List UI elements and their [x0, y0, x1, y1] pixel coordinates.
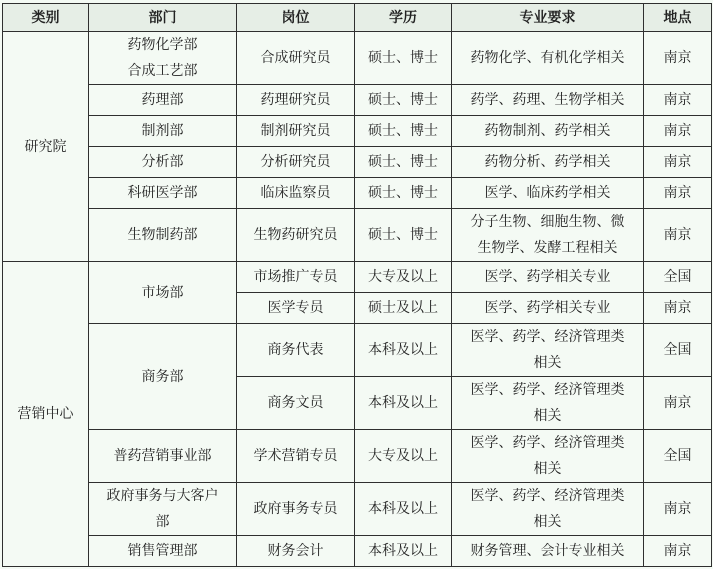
- location-cell: 南京: [644, 483, 712, 536]
- major-cell: 药物化学、有机化学相关: [452, 32, 644, 85]
- location-cell: 南京: [644, 209, 712, 262]
- position-cell: 药理研究员: [237, 85, 355, 116]
- major-cell: 药物制剂、药学相关: [452, 116, 644, 147]
- department-line: 部: [155, 514, 170, 530]
- position-cell: 商务代表: [237, 324, 355, 377]
- location-cell: 全国: [644, 430, 712, 483]
- major-line: 分子生物、细胞生物、微: [470, 214, 625, 230]
- department-cell: 分析部: [89, 147, 237, 178]
- department-line: 药物化学部: [127, 37, 198, 53]
- location-cell: 南京: [644, 178, 712, 209]
- education-cell: 硕士、博士: [355, 147, 452, 178]
- major-line: 相关: [533, 355, 562, 371]
- department-cell: 销售管理部: [89, 536, 237, 567]
- department-cell: 生物制药部: [89, 209, 237, 262]
- header-category: 类别: [3, 4, 89, 32]
- position-cell: 制剂研究员: [237, 116, 355, 147]
- department-cell: 普药营销事业部: [89, 430, 237, 483]
- major-cell: 财务管理、会计专业相关: [452, 536, 644, 567]
- education-cell: 硕士、博士: [355, 32, 452, 85]
- position-cell: 生物药研究员: [237, 209, 355, 262]
- table-row: [3, 483, 712, 536]
- major-cell: [452, 324, 644, 377]
- major-cell: 药学、药理、生物学相关: [452, 85, 644, 116]
- major-line: 医学、药学、经济管理类: [470, 488, 625, 504]
- major-line: 相关: [533, 461, 562, 477]
- education-cell: 本科及以上: [355, 536, 452, 567]
- position-cell: 市场推广专员: [237, 262, 355, 293]
- department-cell: 商务部: [89, 324, 237, 430]
- department-cell: 市场部: [89, 262, 237, 324]
- department-cell: [89, 32, 237, 85]
- table-row: [3, 262, 712, 293]
- location-cell: 南京: [644, 377, 712, 430]
- location-cell: 南京: [644, 32, 712, 85]
- education-cell: 大专及以上: [355, 430, 452, 483]
- header-row: [3, 4, 712, 32]
- education-cell: 硕士及以上: [355, 293, 452, 324]
- department-line: 政府事务与大客户: [106, 488, 219, 504]
- header-department: 部门: [89, 4, 237, 32]
- location-cell: 全国: [644, 262, 712, 293]
- major-line: 相关: [533, 514, 562, 530]
- position-cell: 临床监察员: [237, 178, 355, 209]
- table-row: [3, 85, 712, 116]
- recruitment-table: [2, 3, 712, 567]
- position-cell: 商务文员: [237, 377, 355, 430]
- major-line: 生物学、发酵工程相关: [477, 240, 618, 256]
- category-cell: 营销中心: [3, 262, 89, 567]
- table-row: [3, 209, 712, 262]
- department-cell: 科研医学部: [89, 178, 237, 209]
- major-line: 医学、药学、经济管理类: [470, 435, 625, 451]
- table-row: [3, 430, 712, 483]
- location-cell: 南京: [644, 536, 712, 567]
- table-row: [3, 116, 712, 147]
- department-cell: [89, 483, 237, 536]
- department-line: 合成工艺部: [127, 63, 198, 79]
- location-cell: 南京: [644, 85, 712, 116]
- education-cell: 本科及以上: [355, 483, 452, 536]
- education-cell: 硕士、博士: [355, 116, 452, 147]
- category-cell: 研究院: [3, 32, 89, 262]
- education-cell: 本科及以上: [355, 377, 452, 430]
- major-cell: 医学、药学相关专业: [452, 262, 644, 293]
- header-education: 学历: [355, 4, 452, 32]
- location-cell: 南京: [644, 116, 712, 147]
- location-cell: 全国: [644, 324, 712, 377]
- position-cell: 合成研究员: [237, 32, 355, 85]
- education-cell: 硕士、博士: [355, 209, 452, 262]
- position-cell: 医学专员: [237, 293, 355, 324]
- major-cell: [452, 209, 644, 262]
- location-cell: 南京: [644, 293, 712, 324]
- education-cell: 大专及以上: [355, 262, 452, 293]
- table-row: [3, 324, 712, 377]
- department-cell: 制剂部: [89, 116, 237, 147]
- header-location: 地点: [644, 4, 712, 32]
- table-row: [3, 178, 712, 209]
- position-cell: 财务会计: [237, 536, 355, 567]
- position-cell: 学术营销专员: [237, 430, 355, 483]
- major-cell: [452, 377, 644, 430]
- table-row: [3, 32, 712, 85]
- department-cell: 药理部: [89, 85, 237, 116]
- table-row: [3, 536, 712, 567]
- major-cell: [452, 483, 644, 536]
- location-cell: 南京: [644, 147, 712, 178]
- major-cell: 医学、药学相关专业: [452, 293, 644, 324]
- major-line: 医学、药学、经济管理类: [470, 382, 625, 398]
- table-row: [3, 147, 712, 178]
- education-cell: 硕士、博士: [355, 178, 452, 209]
- major-cell: 医学、临床药学相关: [452, 178, 644, 209]
- major-line: 医学、药学、经济管理类: [470, 329, 625, 345]
- education-cell: 本科及以上: [355, 324, 452, 377]
- position-cell: 政府事务专员: [237, 483, 355, 536]
- major-cell: [452, 430, 644, 483]
- position-cell: 分析研究员: [237, 147, 355, 178]
- header-major: 专业要求: [452, 4, 644, 32]
- major-cell: 药物分析、药学相关: [452, 147, 644, 178]
- education-cell: 硕士、博士: [355, 85, 452, 116]
- header-position: 岗位: [237, 4, 355, 32]
- major-line: 相关: [533, 408, 562, 424]
